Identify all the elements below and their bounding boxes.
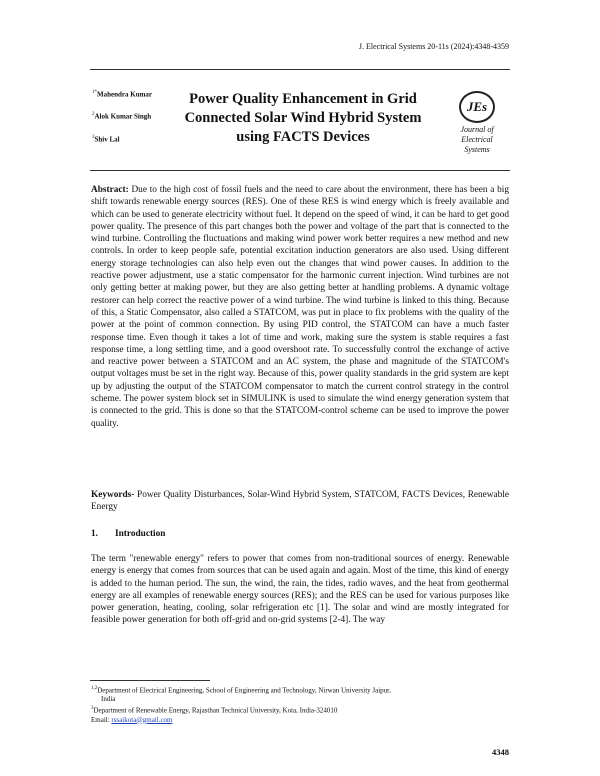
footnote-email: Email: rssaikota@gmail.com	[91, 715, 173, 724]
keywords-label: Keywords-	[91, 490, 135, 500]
header-divider	[90, 69, 510, 70]
footnote-affiliation-1-cont: India	[101, 695, 116, 704]
page-number: 4348	[492, 747, 509, 757]
keywords	[91, 489, 509, 514]
logo-text: Journal of Electrical Systems	[460, 125, 494, 154]
footnote-divider	[90, 680, 210, 681]
paper-title	[173, 90, 433, 147]
section-heading	[91, 529, 165, 539]
journal-reference: J. Electrical Systems 20-11s (2024):4348-4359	[358, 42, 509, 51]
title-line-2: Connected Solar Wind Hybrid System	[184, 110, 422, 126]
title-divider	[90, 170, 510, 171]
logo-mark: JEs	[459, 91, 495, 123]
abstract-label: Abstract:	[91, 185, 129, 195]
abstract	[91, 184, 509, 430]
title-line-3: using FACTS Devices	[236, 129, 370, 145]
footnotes	[91, 684, 511, 725]
footnote-affiliation-1: $^{1,2}$Department of Electrical Engineering, School of Engineering and Technology, Nirwan University Jaipur,	[91, 686, 391, 695]
section-number: 1.	[91, 529, 98, 539]
author-3: $^3$Shiv Lal	[92, 134, 120, 143]
journal-logo	[446, 91, 508, 167]
introduction-text: The term "renewable energy" refers to power that comes from non-traditional sources of energy. Renewable energy is energy that comes from sources that can be used again and again. Most of the time, this kind of energy is added to the human period. The sun, the wind, the rain, the tides, radio waves, and the heat from geothermal energy are all examples of renewable energy sources (RES); and the RES can be used for various purposes like power generation, heating, cooling, solar refrigeration etc [1]. The solar and wind are mostly integrated for feasible power generation for both off-grid and on-grid systems [2-4]. The way	[91, 554, 509, 626]
section-title: Introduction	[115, 529, 166, 539]
abstract-text: Due to the high cost of fossil fuels and the need to care about the environment, there has been a big shift towards renewable energy sources (RES). One of these RES is wind energy which is freely available and which can be used to generate electricity without fuel. It depend on the speed of wind, it can be hard to get good power quality. The presence of this part changes both the power and voltage of the part that is connected to the wind turbine. Controlling the fluctuations and making wind power work better requires a new method and new controls. In order to keep people safe, potential excitation induction generators are also used. Using different energy storage technologies can also help even out the changes that wind power causes. In addition to the reactive power adjustment, use a static compensator for the harmonic current injection. Wind turbines are not only getting better at making power, but they are also getting better at handling problems. A dynamic voltage restorer can help correct the reactive power of a wind turbine. The wind turbine is linked to this thing. Because of this, a Static Compensator, also called a STATCOM, was put in place to fix problems with the quality of the power at the point of common connection. By using PID control, the STATCOM can have a much faster response time. Even though it takes a lot of time and work, making sure the system is stable requires a fast response time, a long settling time, and a good overshoot rate. To successfully control the exchange of active and reactive power between a STATCOM and an AC system, the phase and magnitude of the STATCOM's output voltages must be set in the right way. Because of this, power quality standards in the grid system are kept up by adjusting the output of the STATCOM compensator to match the current control strategy in the control scheme. The power system block set in SIMULINK is used to simulate the wind energy generation system that is connected to the grid. This is done so that the STATCOM-control scheme can be used to improve the power quality.	[91, 185, 510, 429]
title-line-1: Power Quality Enhancement in Grid	[189, 91, 417, 107]
email-link[interactable]: rssaikota@gmail.com	[111, 715, 173, 724]
footnote-affiliation-2: $^3$Department of Renewable Energy, Rajasthan Technical University, Kota, India-324010	[91, 706, 338, 715]
author-2: $^2$Alok Kumar Singh	[92, 112, 152, 121]
author-list	[92, 90, 182, 157]
author-1: $^{1*}$Mahendra Kumar	[92, 90, 153, 99]
keywords-text: Power Quality Disturbances, Solar-Wind Hybrid System, STATCOM, FACTS Devices, Renewable Energy	[91, 490, 510, 513]
